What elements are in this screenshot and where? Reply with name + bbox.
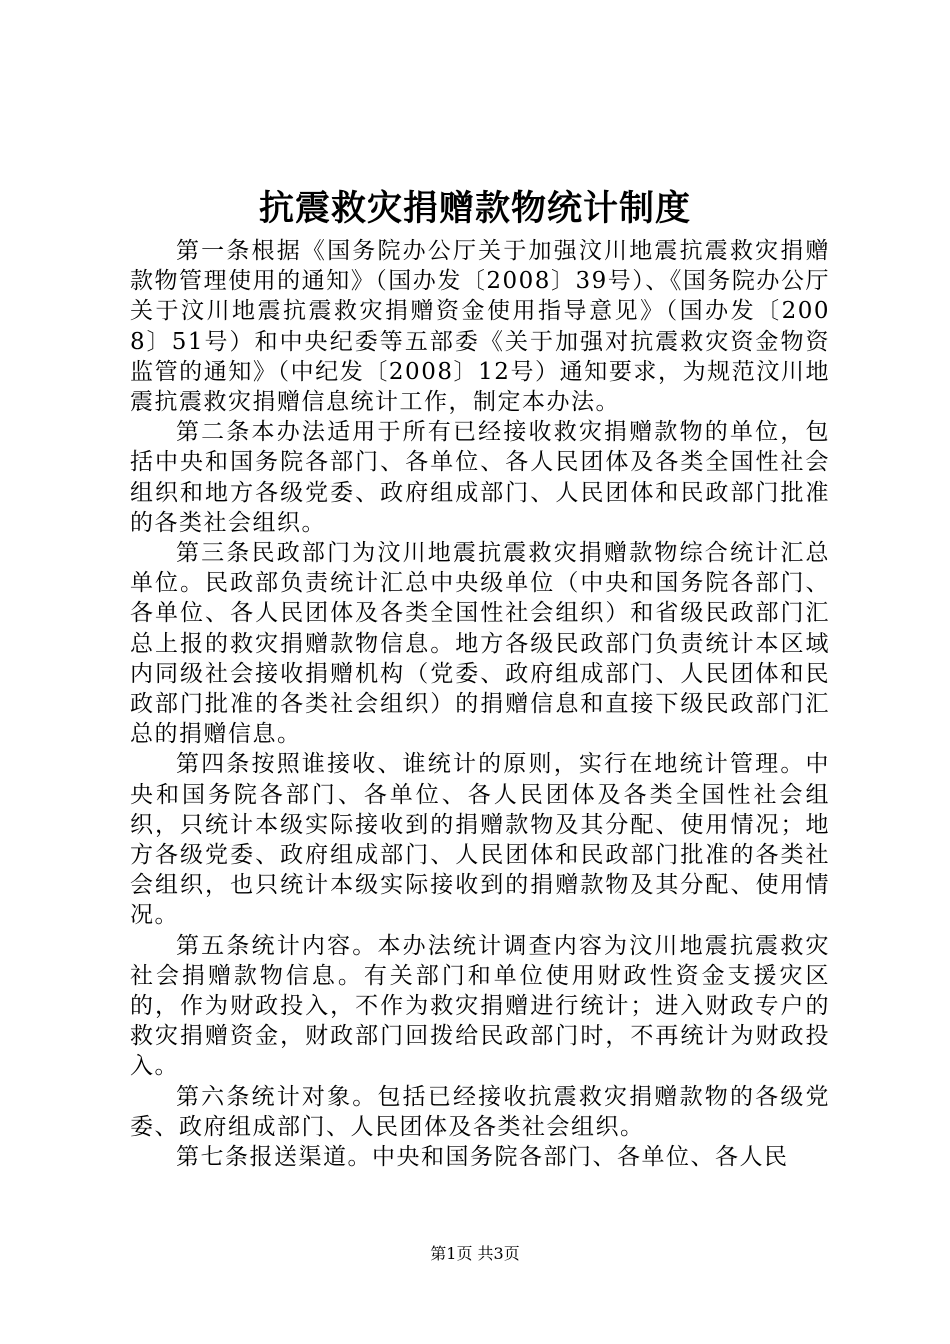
paragraph-article-1: 第一条根据《国务院办公厅关于加强汶川地震抗震救灾捐赠款物管理使用的通知》（国办发〔2008〕39号）、《国务院办公厅关于汶川地震抗震救灾捐赠资金使用指导意见》（国办发〔2008〕51号）和中央纪委等五部委《关于加强对抗震救灾资金物资监管的通知》（中纪发〔2008〕12号）通知要求，为规范汶川地震抗震救灾捐赠信息统计工作，制定本办法。 [130,238,830,416]
paragraph-article-2: 第二条本办法适用于所有已经接收救灾捐赠款物的单位，包括中央和国务院各部门、各单位、各人民团体及各类全国性社会组织和地方各级党委、政府组成部门、人民团体和民政部门批准的各类社会组织。 [130,419,830,536]
paragraph-article-6: 第六条统计对象。包括已经接收抗震救灾捐赠款物的各级党委、政府组成部门、人民团体及各类社会组织。 [130,1083,830,1140]
page-number-footer: 第1页 共3页 [430,1244,520,1263]
paragraph-article-5: 第五条统计内容。本办法统计调查内容为汶川地震抗震救灾社会捐赠款物信息。有关部门和单位使用财政性资金支援灾区的，作为财政投入，不作为救灾捐赠进行统计；进入财政专户的救灾捐赠资金，财政部门回拨给民政部门时，不再统计为财政投入。 [130,932,830,1080]
document-body [130,236,830,1172]
paragraph-article-7: 第七条报送渠道。中央和国务院各部门、各单位、各人民 [176,1144,789,1171]
paragraph-article-3: 第三条民政部门为汶川地震抗震救灾捐赠款物综合统计汇总单位。民政部负责统计汇总中央级单位（中央和国务院各部门、各单位、各人民团体及各类全国性社会组织）和省级民政部门汇总上报的救灾捐赠款物信息。地方各级民政部门负责统计本区域内同级社会接收捐赠机构（党委、政府组成部门、人民团体和民政部门批准的各类社会组织）的捐赠信息和直接下级民政部门汇总的捐赠信息。 [130,540,830,748]
document-title: 抗震救灾捐赠款物统计制度 [258,188,691,229]
paragraph-article-4: 第四条按照谁接收、谁统计的原则，实行在地统计管理。中央和国务院各部门、各单位、各人民团体及各类全国性社会组织，只统计本级实际接收到的捐赠款物及其分配、使用情况；地方各级党委、政府组成部门、人民团体和民政部门批准的各类社会组织，也只统计本级实际接收到的捐赠款物及其分配、使用情况。 [130,751,830,929]
